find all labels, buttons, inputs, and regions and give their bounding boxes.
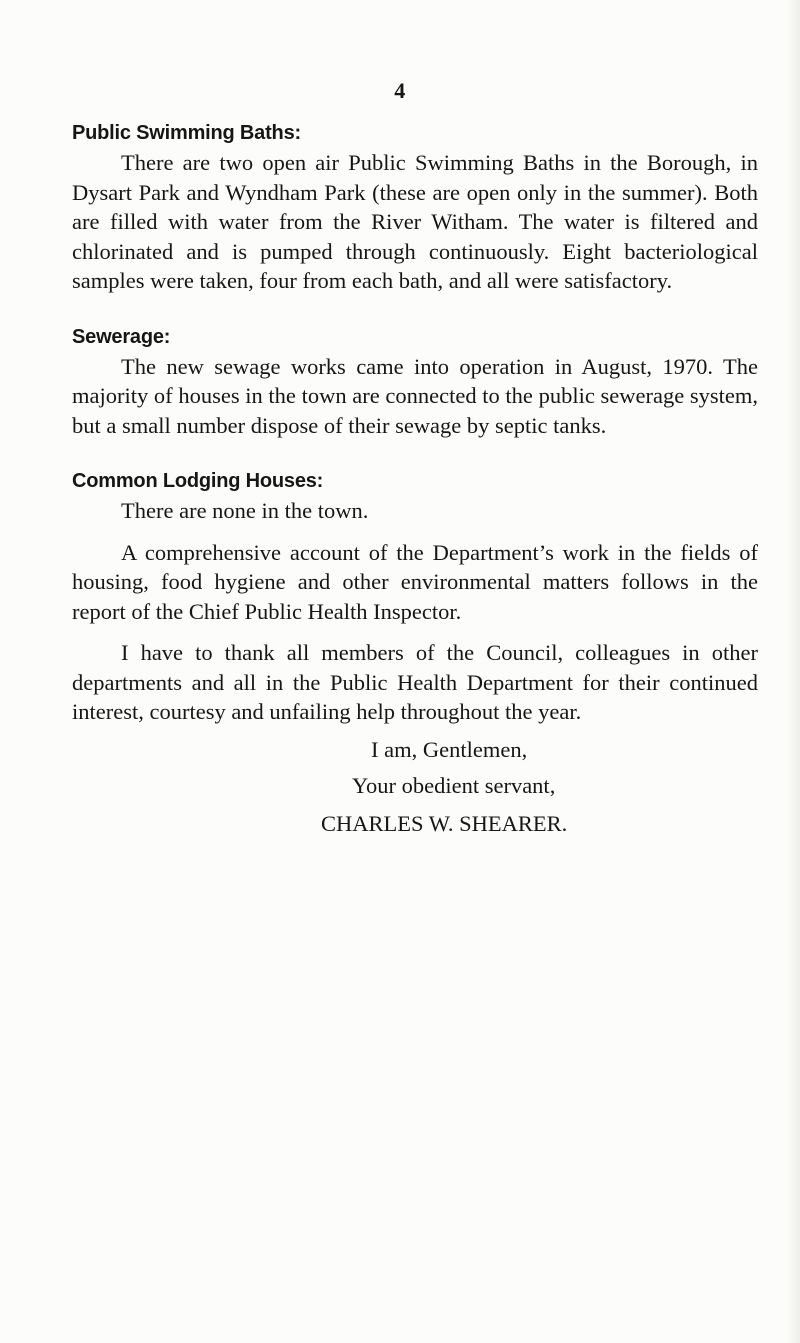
document-body [72, 118, 758, 839]
section-swimming-baths [72, 118, 758, 296]
signature: CHARLES W. SHEARER. [321, 810, 568, 836]
section-heading: Public Swimming Baths: [72, 122, 301, 144]
page-edge-shadow [786, 0, 800, 1343]
section-heading: Common Lodging Houses: [72, 470, 324, 492]
closing-salutation: I am, Gentlemen, [371, 736, 528, 762]
section-heading: Sewerage: [72, 325, 171, 348]
paragraph: The new sewage works came into operation in August, 1970. The majority of houses in the town are connected to the public sewerage system, but a small number dispose of their sewage by septic tanks. [72, 353, 758, 438]
paragraph: There are none in the town. [121, 498, 369, 523]
paragraph: A comprehensive account of the Department’s work in the fields of housing, food hygiene and other environmental matters follows in the report of the Chief Public Health Inspector. [72, 539, 758, 624]
closing-sign-off: Your obedient servant, [352, 772, 556, 798]
paragraph: I have to thank all members of the Council, colleagues in other departments and all in the Public Health Department for their continued interest, courtesy and unfailing help throughout the year. [72, 640, 758, 724]
section-lodging-houses [72, 466, 758, 727]
page-number: 4 [394, 78, 406, 103]
section-sewerage [72, 322, 758, 441]
closing-block [72, 735, 758, 839]
paragraph: There are two open air Public Swimming Baths in the Borough, in Dysart Park and Wyndham Park (these are open only in the summer). Both are filled with water from the River Witham. The water is filtered and chlorinated and is pumped through continuously. Eight bacteriological samples were taken, four from each bath, and all were satisfactory. [72, 150, 758, 293]
